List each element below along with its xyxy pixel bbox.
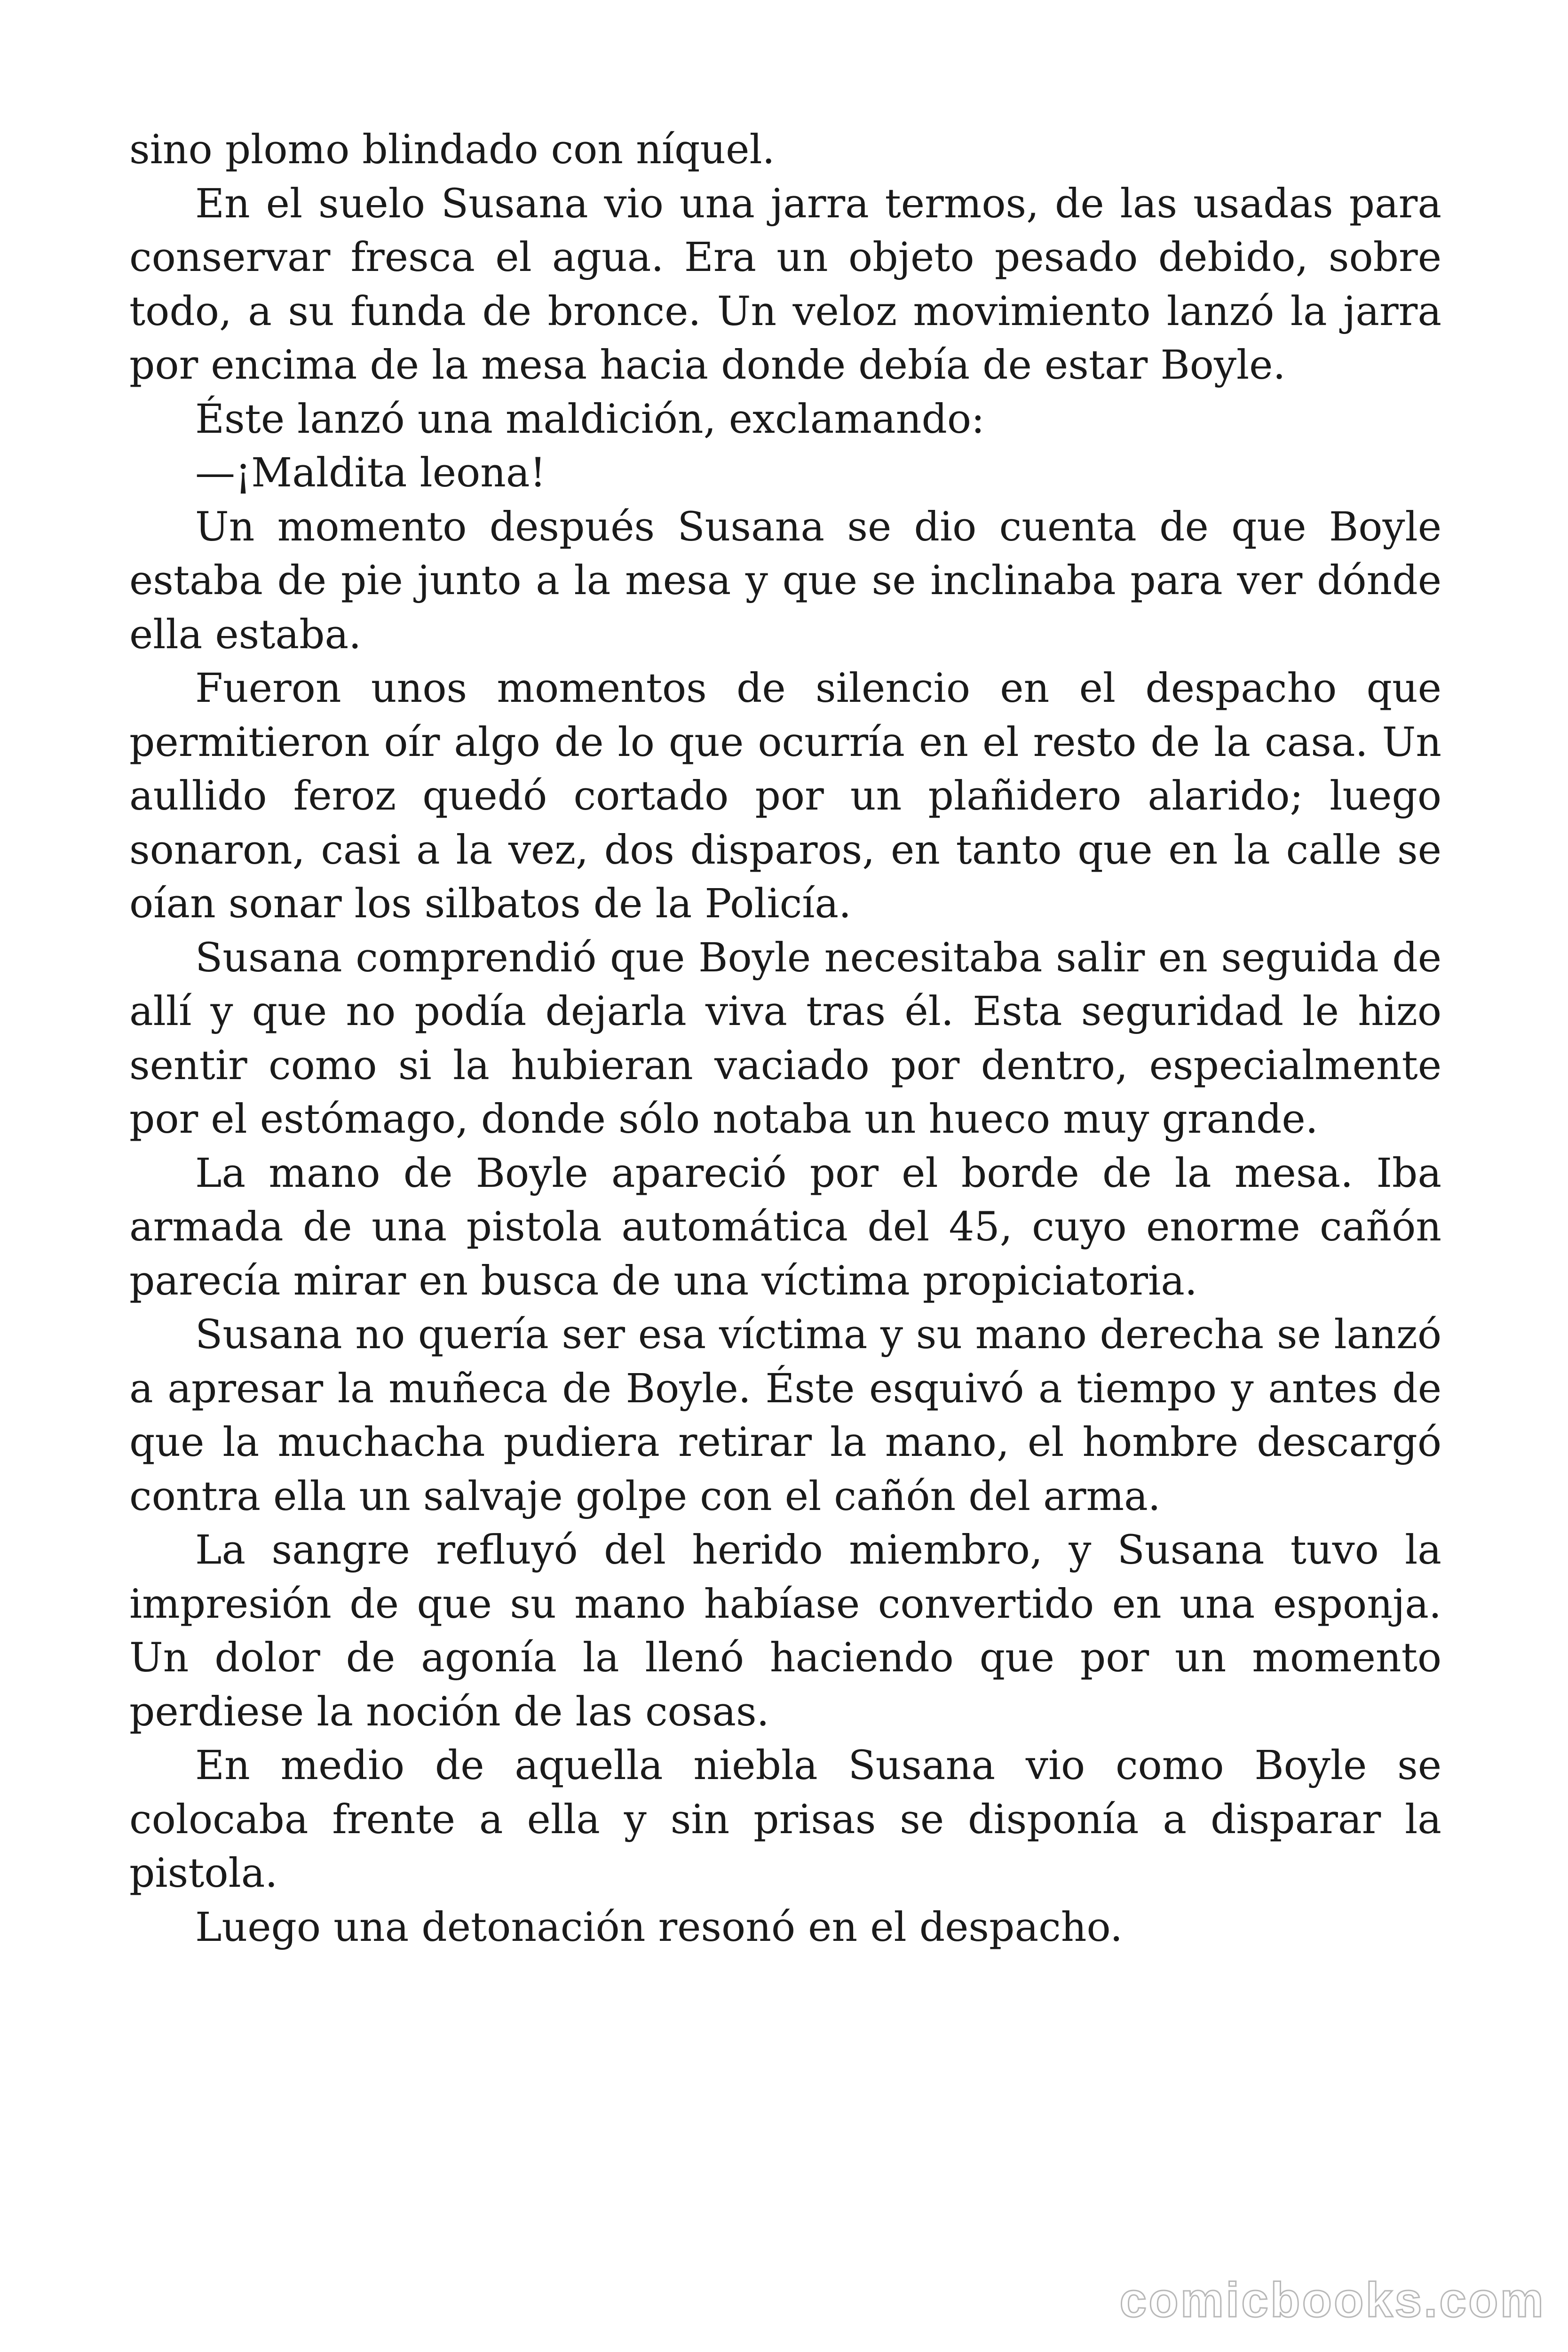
paragraph-2: En el suelo Susana vio una jarra termos, de las usadas para conservar fresca el agua. Era un objeto pesado debido, sobre todo, a su funda de bronce. Un veloz movimiento lanzó la jarra por encima de la mesa hacia donde debía de estar Boyle. bbox=[129, 180, 1441, 389]
paragraph-9: Susana no quería ser esa víctima y su mano derecha se lanzó a apresar la muñeca de Boyle. Éste esquivó a tiempo y antes de que la muchacha pudiera retirar la mano, el hombre descargó contra ella un salvaje golpe con el cañón del arma. bbox=[129, 1311, 1441, 1520]
paragraph-6: Fueron unos momentos de silencio en el despacho que permitieron oír algo de lo que ocurría en el resto de la casa. Un aullido feroz quedó cortado por un plañidero alarido; luego sonaron, casi a la vez, dos disparos, en tanto que en la calle se oían sonar los silbatos de la Policía. bbox=[129, 665, 1441, 927]
paragraph-10: La sangre refluyó del herido miembro, y Susana tuvo la impresión de que su mano habíase convertido en una esponja. Un dolor de agonía la llenó haciendo que por un momento perdiese la noción de las cosas. bbox=[129, 1527, 1441, 1735]
paragraph-8: La mano de Boyle apareció por el borde de la mesa. Iba armada de una pistola automática del 45, cuyo enorme cañón parecía mirar en busca de una víctima propiciatoria. bbox=[129, 1150, 1441, 1304]
watermark-text: comicbooks.com bbox=[1119, 2273, 1545, 2328]
paragraph-3: Éste lanzó una maldición, exclamando: bbox=[195, 396, 985, 443]
paragraph-12: Luego una detonación resonó en el despacho. bbox=[195, 1904, 1123, 1951]
paragraph-4: —¡Maldita leona! bbox=[195, 450, 546, 496]
paragraph-11: En medio de aquella niebla Susana vio como Boyle se colocaba frente a ella y sin prisas se disponía a disparar la pistola. bbox=[129, 1742, 1441, 1897]
paragraph-1: sino plomo blindado con níquel. bbox=[129, 127, 775, 173]
paragraph-7: Susana comprendió que Boyle necesitaba salir en seguida de allí y que no podía dejarla viva tras él. Esta seguridad le hizo sentir como si la hubieran vaciado por dentro, especialmente por el estómago, donde sólo notaba un hueco muy grande. bbox=[129, 934, 1441, 1143]
paragraph-5: Un momento después Susana se dio cuenta de que Boyle estaba de pie junto a la mesa y que se inclinaba para ver dónde ella estaba. bbox=[129, 503, 1441, 658]
body-text bbox=[129, 123, 1441, 1955]
